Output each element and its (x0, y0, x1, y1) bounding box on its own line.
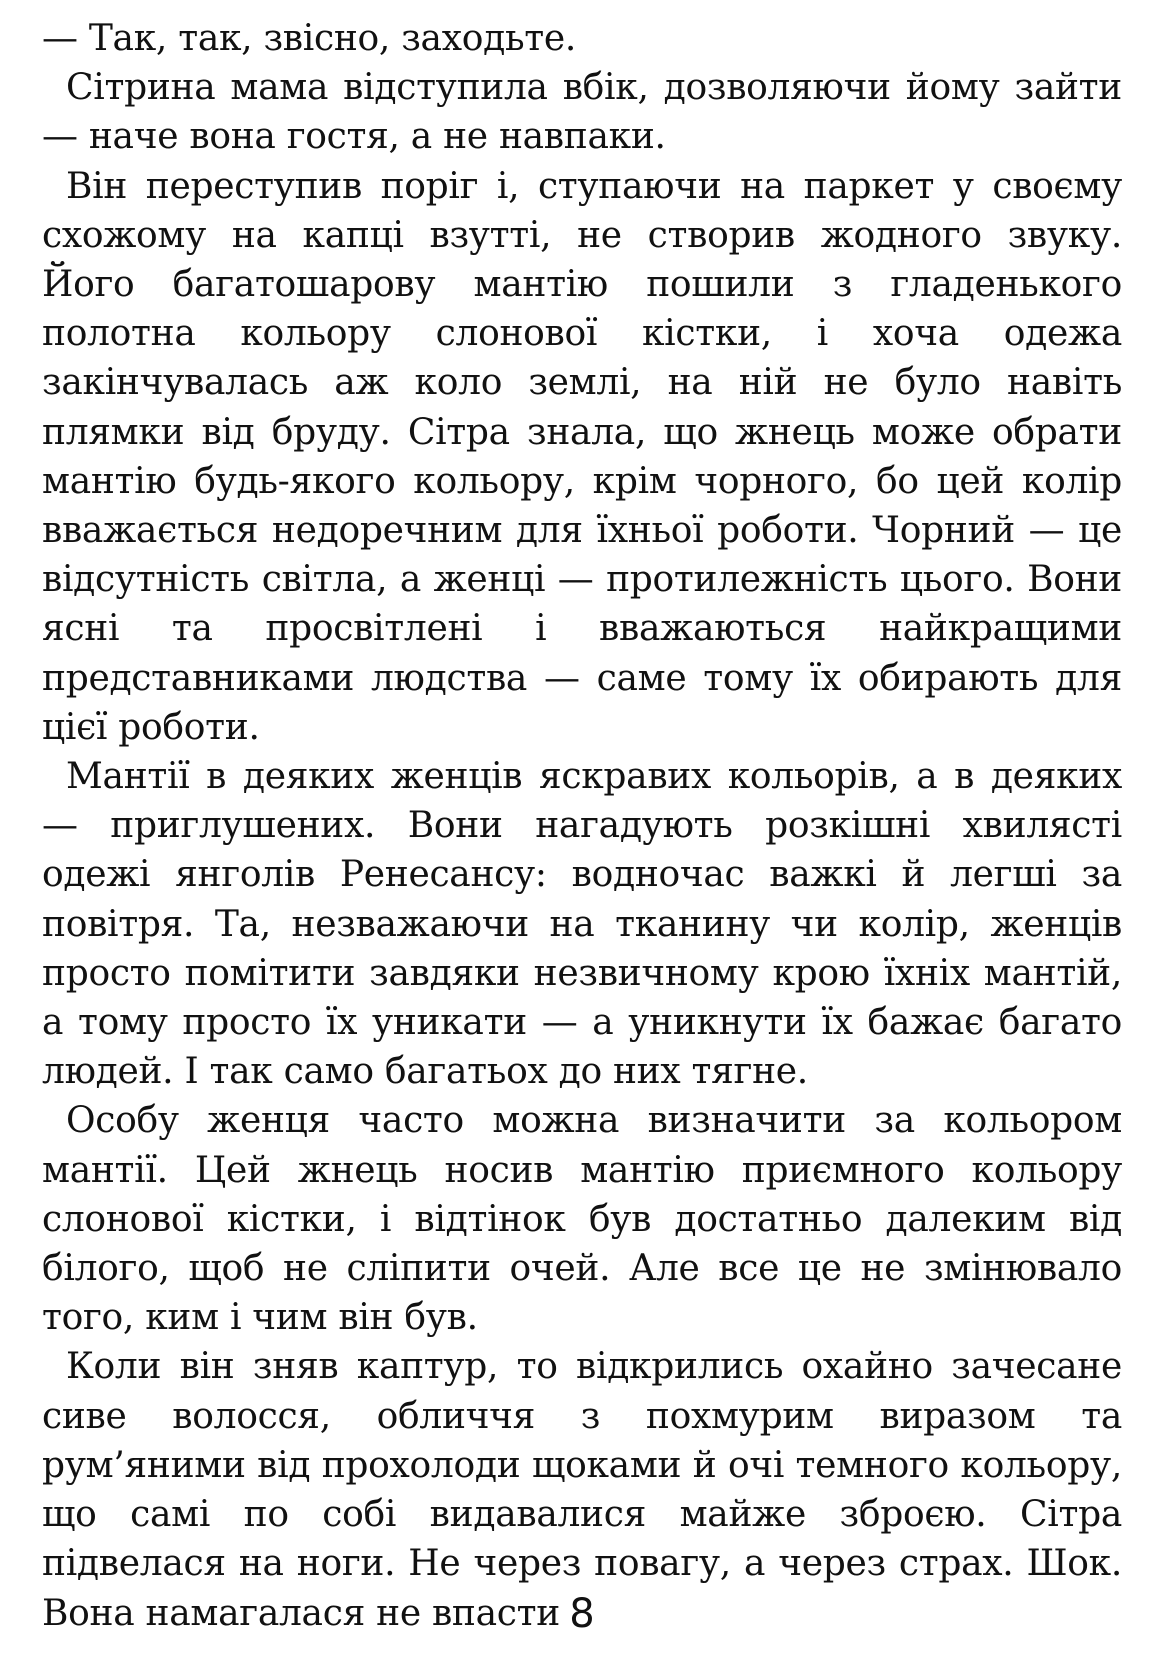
paragraph-3: Він переступив поріг і, ступаючи на паркет у своєму схожому на капці взутті, не створив жодного звуку. Його багатошарову мантію пошили з гладенького полотна кольору слонової кістки, і хоча одежа закінчувалась аж коло землі, на ній не було навіть плямки від бруду. Сітра знала, що жнець може обрати мантію будь-якого кольору, крім чорного, бо цей колір вважається недоречним для їхньої роботи. Чорний — це відсутність світла, а женці — протилежність цього. Вони ясні та просвітлені і вважаються найкращими представниками людства — саме тому їх обирають для цієї роботи. (42, 165, 1122, 748)
paragraph-4: Мантії в деяких женців яскравих кольорів, а в деяких — приглушених. Вони нагадують розкішні хвилясті одежі янголів Ренесансу: водночас важкі й легші за повітря. Та, незважаючи на тканину чи колір, женців просто помітити завдяки незвичному крою їхніх мантій, а тому просто їх уникати — а уникнути їх бажає багато людей. І так само багатьох до них тягне. (42, 756, 1122, 1093)
paragraph-1: — Так, так, звісно, заходьте. (42, 18, 577, 59)
paragraph-2: Сітрина мама відступила вбік, дозволяючи йому зайти — наче вона гостя, а не навпаки. (42, 67, 1122, 158)
book-page-text (42, 14, 1122, 1638)
paragraph-6: Коли він зняв каптур, то відкрились охайно зачесане сиве волосся, обличчя з похмурим виразом та рум’яними від прохолоди щоками й очі темного кольору, що самі по собі видавалися майже зброєю. Сітра підвелася на ноги. Не через повагу, а через страх. Шок. Вона намагалася не впасти (42, 1346, 1122, 1634)
paragraph-5: Особу женця часто можна визначити за кольором мантії. Цей жнець носив мантію приємного кольору слонової кістки, і відтінок був достатньо далеким від білого, щоб не сліпити очей. Але все це не змінювало того, ким і чим він був. (42, 1100, 1122, 1339)
page-number: 8 (569, 1591, 595, 1637)
